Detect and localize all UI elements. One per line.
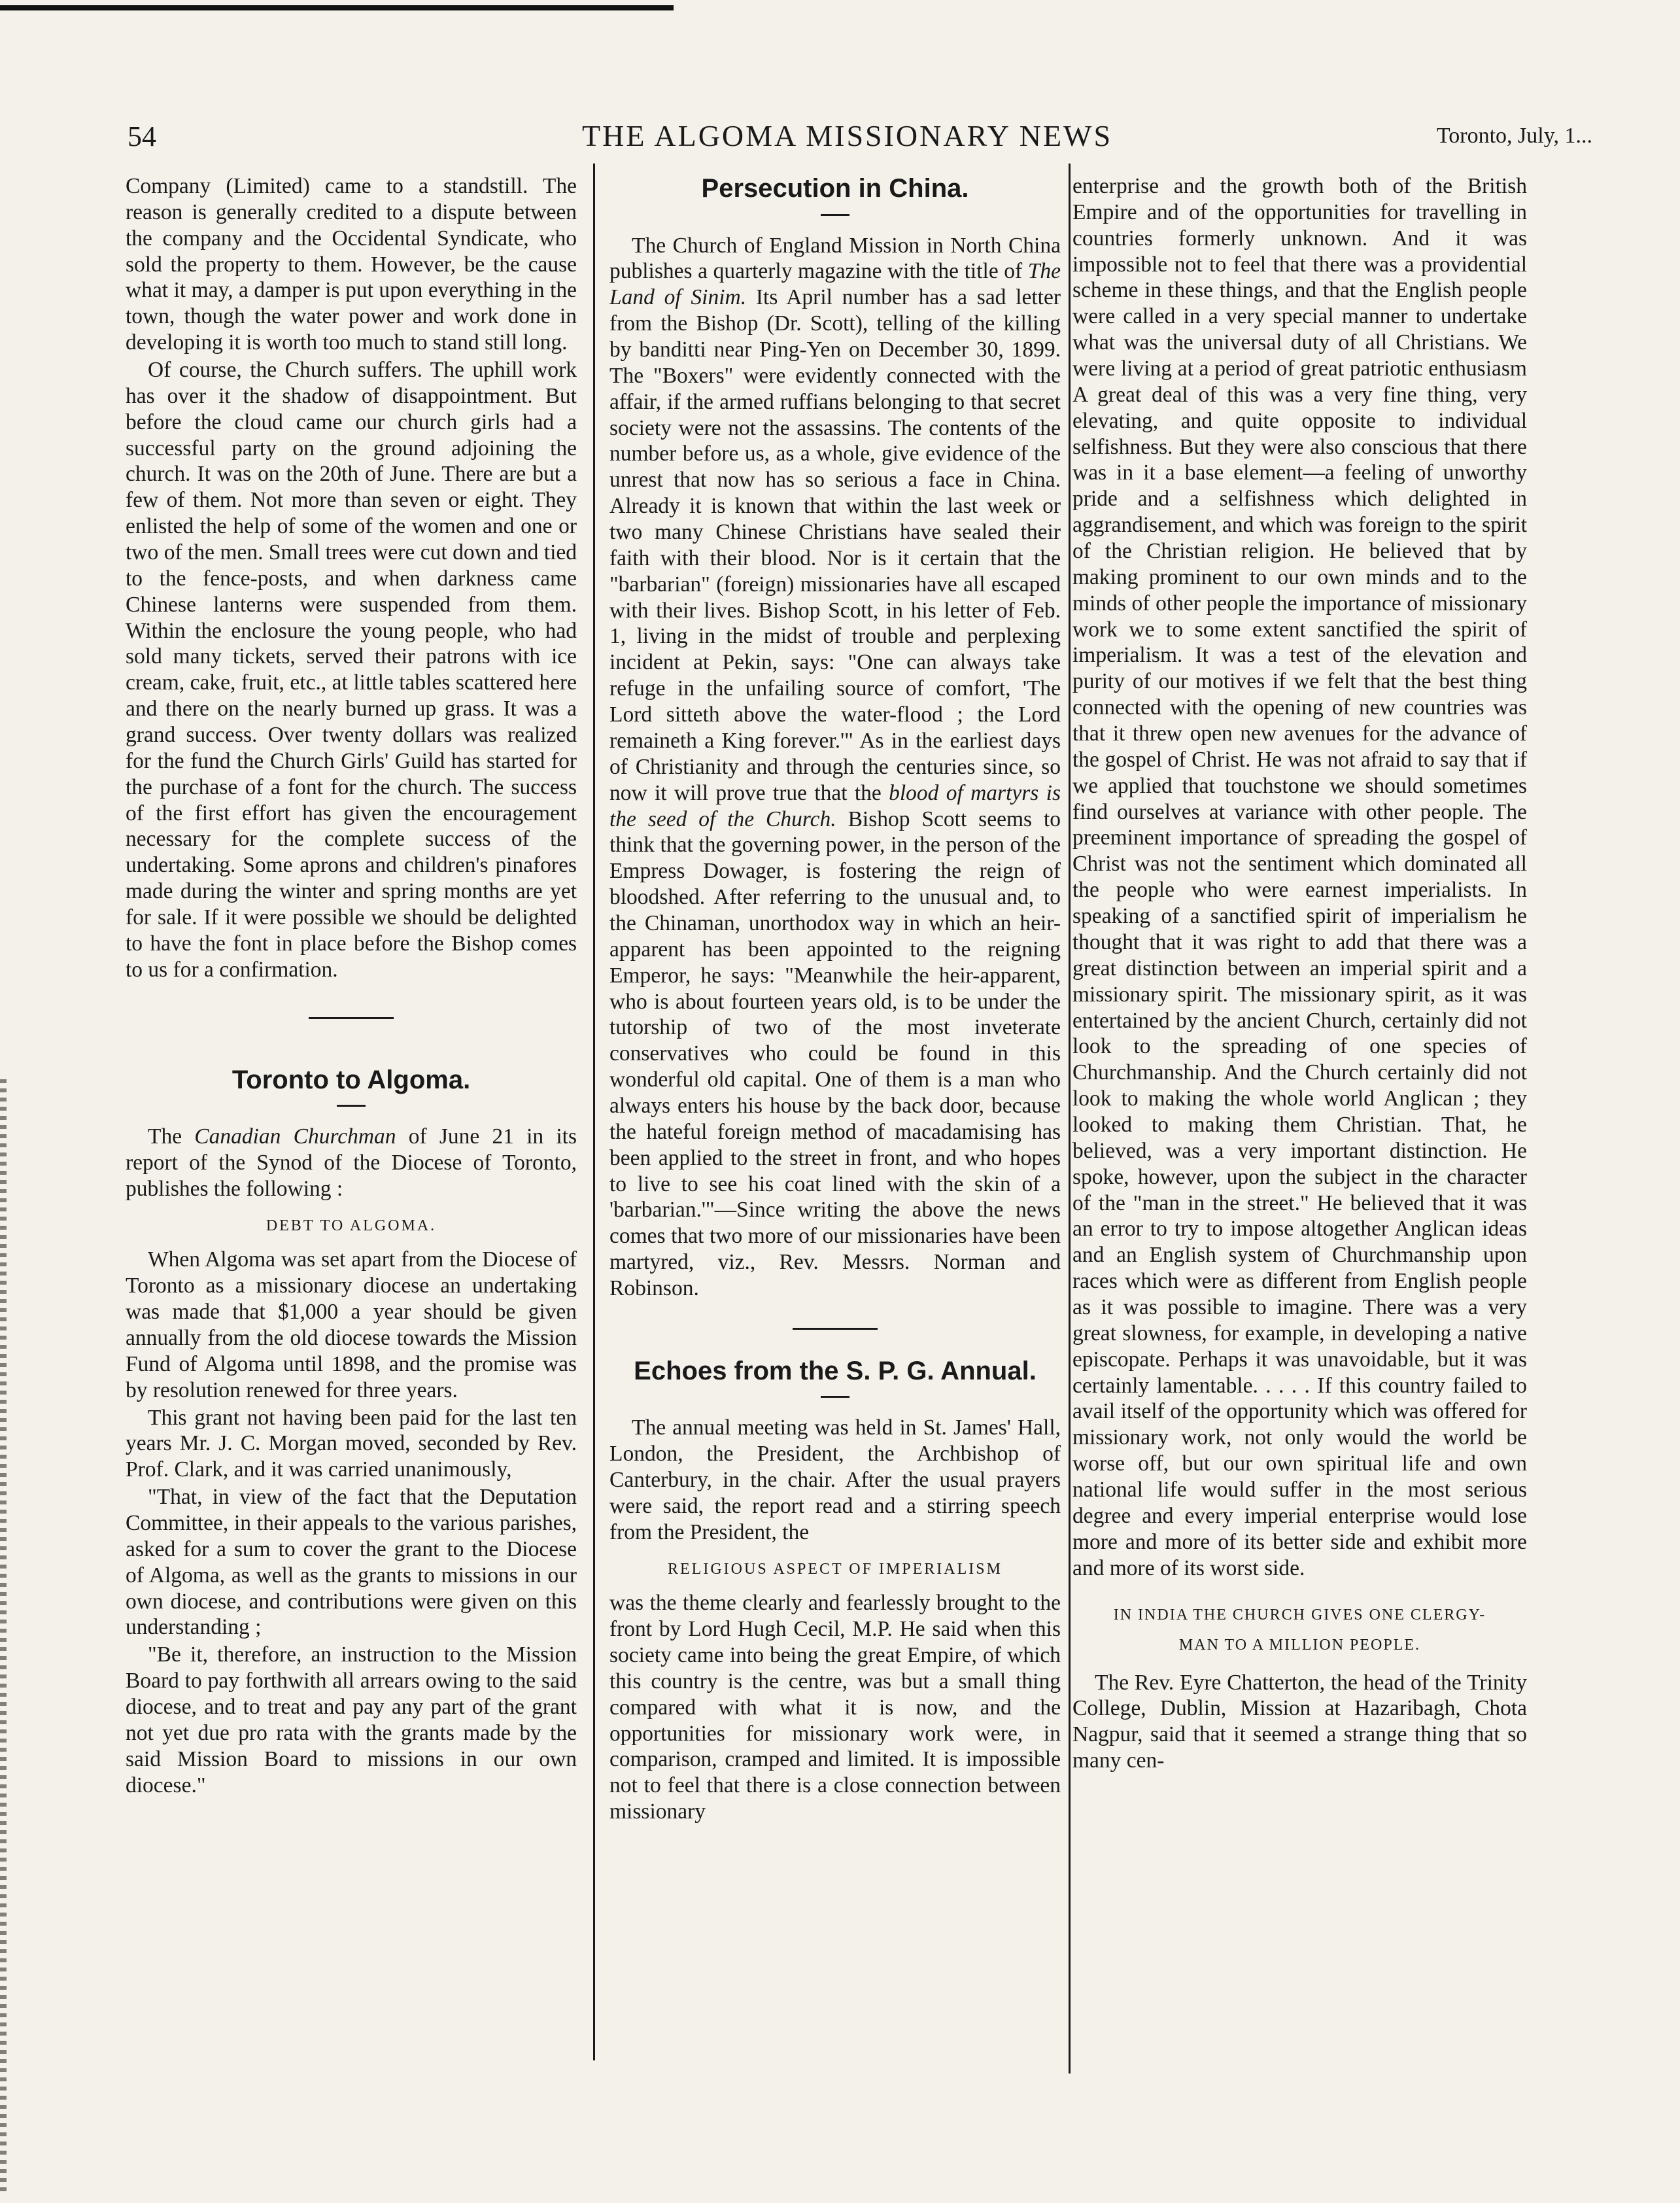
- heading-dash: [337, 1105, 366, 1107]
- masthead: THE ALGOMA MISSIONARY NEWS: [582, 119, 1113, 152]
- publication-title: Canadian Churchman: [194, 1124, 396, 1149]
- paragraph: "Be it, therefore, an instruction to the Mission Board to pay forthwith all arrears owing to the said diocese, and to treat and pay any part of the grant not yet due pro rata with the grants made by the said Mission Board to missions in our own diocese.": [126, 1642, 577, 1797]
- paragraph: Company (Limited) came to a standstill. The reason is generally credited to a dispute between the company and the Occidental Syndicate, who sold the property to them. However, be the cause what it may, a damper is put upon everything in the town, though the water power and work done in developing it is worth too much to stand still long.: [126, 174, 577, 355]
- paragraph: When Algoma was set apart from the Diocese of Toronto as a missionary diocese an undertaking was made that $1,000 a year should be given annually from the old diocese towards the Mission Fund of Algoma until 1898, and the promise was by resolution renewed for three years.: [126, 1247, 577, 1402]
- subheading-debt-to-algoma: DEBT TO ALGOMA.: [266, 1217, 437, 1234]
- paragraph: The annual meeting was held in St. James' Hall, London, the President, the Archbishop of Canterbury, in the chair. After the usual prayers were said, the report read and a stirring speech from the President, the: [609, 1415, 1061, 1544]
- article-heading-toronto-to-algoma: Toronto to Algoma.: [231, 1065, 471, 1094]
- paragraph: The Church of England Mission in North China publishes a quarterly magazine with the title of The Land of Sinim. Its April number has a sad letter from the Bishop (Dr. Scott), telling of the killing by banditti near Ping-Yen on December 30, 1899. The "Boxers" were evidently connected with the affair, if the armed ruffians belonging to that secret society were not the assassins. The contents of the number before us, as a whole, give evidence of the unrest that now has so serious a face in China. Already it is known that within the last week or two many Chinese Christians have sealed their faith with their blood. Nor is it certain that the "barbarian" (foreign) missionaries have all escaped with their lives. Bishop Scott, in his letter of Feb. 1, living in the midst of trouble and perplexing incident at Pekin, says: "One can always take refuge in the unfailing source of comfort, 'The Lord sitteth above the water-flood ; the Lord remaineth a King forever.'" As in the earliest days of Christianity and through the centuries since, so now it will prove true that the blood of martyrs is the seed of the Church. Bishop Scott seems to think that the governing power, in the person of the Empress Dowager, is fostering the reign of bloodshed. After referring to the unusual and, to the Chinaman, unorthodox way in which an heir-apparent has been appointed to the reigning Emperor, he says: "Meanwhile the heir-apparent, who is about fourteen years old, is to be under the tutorship of two of the most inveterate conservatives who could be found in this wonderful old capital. One of them is a man who always enters his house by the back door, because the hateful foreign method of macadamising has been applied to the street in front, and who hopes to live to see his coat lined with the skin of a 'barbarian.'"—Since writing the above the news comes that two more of our missionaries have been martyred, viz., Rev. Messrs. Norman and Robinson.: [609, 233, 1061, 1300]
- section-separator: [309, 1017, 394, 1019]
- paragraph: enterprise and the growth both of the British Empire and of the opportunities for travelling in countries formerly unknown. And it was impossible not to feel that there was a providential scheme in these things, and that the English people were called in a very special manner to undertake what was the universal duty of all Christians. We were living at a period of great patriotic enthusiasm A great deal of this was a very fine thing, very elevating, and quite opposite to individual selfishness. But they were also conscious that there was in it a base element—a feeling of unworthy pride and a selfishness which delighted in aggrandisement, and which was foreign to the spirit of the Christian religion. He believed that by making prominent to our own minds and to the minds of other people the importance of missionary work we to some extent sanctified the spirit of imperialism. It was a test of the elevation and purity of our motives if we felt that the best thing connected with the opening of new countries was that it threw open new avenues for the advance of the gospel of Christ. He was not afraid to say that if we applied that touchstone we should sometimes find ourselves at variance with other people. The preeminent importance of spreading the gospel of Christ was not the sentiment which dominated all the people who were earnest imperialists. In speaking of a sanctified spirit of imperialism he thought that it was right to add that there was a great distinction between an imperial spirit and a missionary spirit. The missionary spirit, as it was entertained by the ancient Church, certainly did not look to the spreading of one species of Churchmanship. And the Church certainly did not look to making the whole world Anglican ; they looked to making them Christian. That, he believed, was a very important distinction. He spoke, however, upon the subject in the character of the "man in the street." He believed that it was an error to try to impose altogether Anglican ideas and an English system of Churchmanship upon races which were as different from English people as it was possible to imagine. There was a very great slowness, for example, in developing a native episcopate. Perhaps it was unavoidable, but it was certainly lamentable. . . . . If this country failed to avail itself of the opportunity which was offered for missionary work, not only would the world be worse off, but our own spiritual life and own national life would suffer in the most serious degree and every imperial enterprise would lose more and more of its better side and exhibit more and more of its worst side.: [1072, 174, 1527, 1580]
- paragraph: The Canadian Churchman of June 21 in its report of the Synod of the Diocese of Toronto, publishes the following :: [126, 1124, 577, 1201]
- paragraph: was the theme clearly and fearlessly brought to the front by Lord Hugh Cecil, M.P. He said when this society came into being the great Empire, of which this country is the centre, was but a small thing compared with what it is now, and the opportunities for missionary work were, in comparison, cramped and limited. It is impossible not to feel that there is a close connection between missionary: [609, 1591, 1061, 1824]
- dateline: Toronto, July, 1...: [1436, 124, 1592, 148]
- paragraph: The Rev. Eyre Chatterton, the head of the Trinity College, Dublin, Mission at Hazaribagh, Chota Nagpur, said that it seemed a strange thing that so many cen-: [1072, 1670, 1527, 1773]
- heading-dash: [821, 214, 849, 216]
- paragraph: This grant not having been paid for the last ten years Mr. J. C. Morgan moved, seconded by Rev. Prof. Clark, and it was carried unanimously,: [126, 1405, 577, 1482]
- column-3: [1072, 173, 1527, 1775]
- top-border-line: [0, 5, 674, 10]
- page-number: 54: [128, 120, 156, 152]
- paragraph: Of course, the Church suffers. The uphill work has over it the shadow of disappointment. But before the cloud came our church girls had a successful party on the ground adjoining the church. It was on the 20th of June. There are but a few of them. Not more than seven or eight. They enlisted the help of some of the women and one or two of the men. Small trees were cut down and tied to the fence-posts, and when darkness came Chinese lanterns were suspended from them. Within the enclosure the young people, who had sold many tickets, served their patrons with ice cream, cake, fruit, etc., at little tables scattered here and there on the nearly burned up grass. It was a grand success. Over twenty dollars was realized for the fund the Church Girls' Guild has started for the purchase of a font for the church. The success of the first effort has given the encouragement necessary for the complete success of the undertaking. Some aprons and children's pinafores made during the winter and spring months are yet for sale. If it were possible we should be delighted to have the font in place before the Bishop comes to us for a confirmation.: [126, 358, 577, 982]
- column-rule-1: [593, 164, 595, 2060]
- article-heading-persecution-in-china: Persecution in China.: [701, 174, 969, 203]
- subheading-india-church: IN INDIA THE CHURCH GIVES ONE CLERGY- MAN TO A MILLION PEOPLE.: [1113, 1606, 1486, 1654]
- section-separator: [793, 1328, 878, 1330]
- subheading-religious-aspect: RELIGIOUS ASPECT OF IMPERIALISM: [668, 1560, 1003, 1578]
- column-2: [609, 173, 1061, 1826]
- column-rule-2: [1069, 164, 1071, 2073]
- page-header: [128, 114, 1592, 160]
- heading-dash: [821, 1396, 849, 1398]
- page-edge-marks: [0, 1079, 7, 2191]
- paragraph: "That, in view of the fact that the Deputation Committee, in their appeals to the various parishes, asked for a sum to cover the grant to the Diocese of Algoma, as well as the grants to missions in our own diocese, and contributions were given on this understanding ;: [126, 1485, 577, 1640]
- article-heading-echoes-spg: Echoes from the S. P. G. Annual.: [634, 1356, 1037, 1385]
- column-1: [126, 173, 577, 1799]
